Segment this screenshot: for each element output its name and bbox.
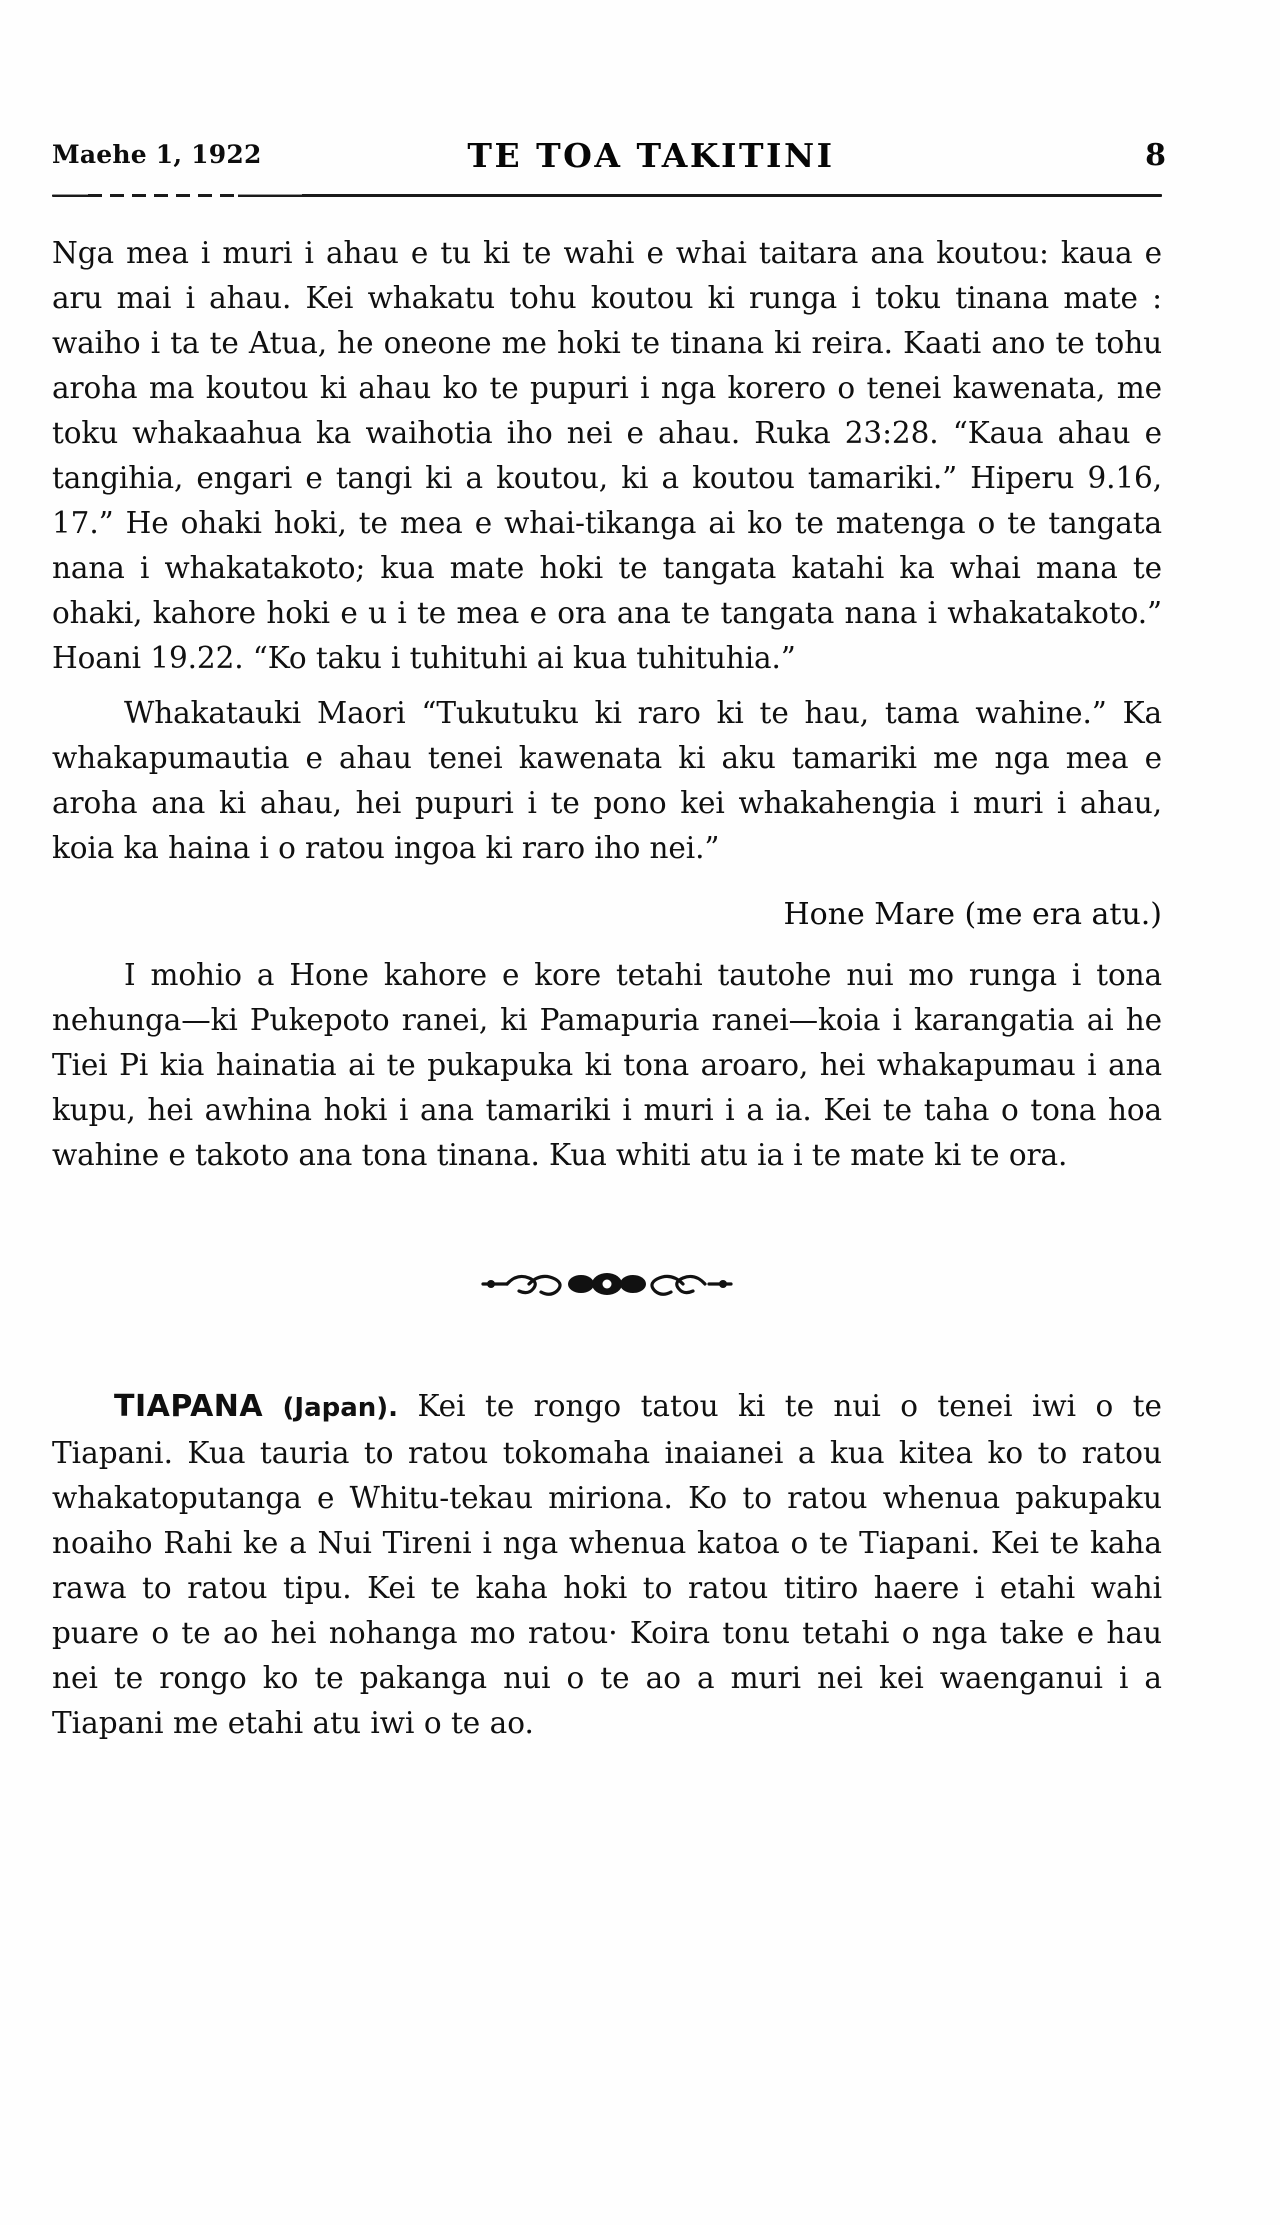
page-content <box>52 0 1232 1776</box>
section-body-text: Kei te rongo tatou ki te nui o tenei iwi o te Tiapani. Kua tauria to ratou tokomaha inaianei a kua kitea ko to ratou whakatoputanga e Whitu-tekau miriona. Ko to ratou whenua pakupaku noaiho Rahi ke a Nui Tireni i nga whenua katoa o te Tiapani. Kei te kaha rawa to ratou tipu. Kei te kaha hoki to ratou titiro haere i etahi wahi puare o te ao hei nohanga mo ratou· Koira tonu tetahi o nga take e hau nei te rongo ko te pakanga nui o te ao a muri nei kei waenganui i a Tiapani me etahi atu iwi o te ao. <box>52 1389 1162 1740</box>
paragraph-2: Whakatauki Maori “Tukutuku ki raro ki te hau, tama wahine.” Ka whakapumautia e ahau tenei kawenata ki aku tamariki me nga mea e aroha ana ki ahau, hei pupuri i te pono kei whakahengia i muri i ahau, koia ka haina i o ratou ingoa ki raro iho nei.” <box>52 696 1162 865</box>
page-number: 8 <box>1145 138 1166 173</box>
article-body-continued <box>52 953 1162 1178</box>
paragraph-spacer <box>52 681 1162 691</box>
section-heading-sub: (Japan). <box>282 1393 399 1423</box>
section-heading: TIAPANA <box>114 1389 264 1424</box>
running-head-date: Maehe 1, 1922 <box>52 140 262 169</box>
paragraph-1: Nga mea i muri i ahau e tu ki te wahi e whai taitara ana koutou: kaua e aru mai i ahau. Kei whakatu tohu koutou ki runga i toku tinana mate : waiho i ta te Atua, he oneone me hoki te tinana ki reira. Kaati ano te tohu aroha ma koutou ki ahau ko te pupuri i nga korero o tenei kawenata, me toku whakaahua ka waihotia iho nei e ahau. Ruka 23:28. “Kaua ahau e tangihia, engari e tangi ki a koutou, ki a koutou tamariki.” Hiperu 9.16, 17.” He ohaki hoki, te mea e whai-tikanga ai ko te matenga o te tangata nana i whakatakoto; kua mate hoki te tangata katahi ka whai mana te ohaki, kahore hoki e u i te mea e ora ana te tangata nana i whakatakoto.” Hoani 19.22. “Ko taku i tuhituhi ai kua tuhituhia.” <box>52 236 1162 675</box>
section-tiapana <box>52 1384 1162 1746</box>
header-rule <box>52 194 1162 197</box>
decorative-flourish-icon <box>477 1264 737 1309</box>
article-body <box>52 231 1162 871</box>
paragraph-3: I mohio a Hone kahore e kore tetahi tautohe nui mo runga i tona nehunga—ki Pukepoto ranei, ki Pamapuria ranei—koia i karangatia ai he Tiei Pi kia hainatia ai te pukapuka ki tona aroaro, hei whakapumau i ana kupu, hei awhina hoki i ana tamariki i muri i a ia. Kei te taha o tona hoa wahine e takoto ana tona tinana. Kua whiti atu ia i te mate ki te ora. <box>52 958 1162 1172</box>
section-paragraph <box>52 1384 1162 1746</box>
running-head-title: TE TOA TAKITINI <box>467 136 835 175</box>
signature-line: Hone Mare (me era atu.) <box>783 897 1162 932</box>
ornament-container <box>52 1264 1162 1324</box>
running-head <box>52 136 1232 186</box>
